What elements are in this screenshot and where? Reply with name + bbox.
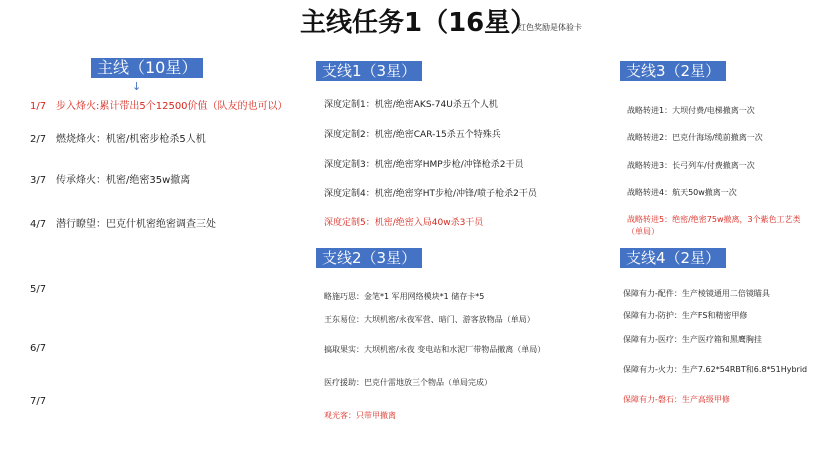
branch1-item: 深度定制1：机密/绝密AKS-74U杀五个人机 — [324, 100, 498, 110]
branch3-item: （单局） — [627, 227, 659, 236]
title-note: 红色奖励是体验卡 — [518, 23, 582, 32]
branch4-item: 保障有力-防护：生产FS和精密甲修 — [623, 311, 748, 320]
main-item-num: 5/7 — [30, 284, 47, 295]
main-item-num: 7/7 — [30, 396, 47, 407]
main-item-3 — [30, 171, 190, 186]
main-item-text: 潜行瞭望：巴克什机密绝密调查三处 — [56, 219, 216, 230]
main-item-7 — [30, 396, 56, 407]
main-item-num: 1/7 — [30, 101, 47, 112]
main-header: 主线（10星） — [91, 58, 203, 78]
main-item-5 — [30, 284, 56, 295]
branch3-item: 战略转进2：巴克什海场/缆前撤离一次 — [627, 133, 763, 142]
branch1-item: 深度定制2：机密/绝密CAR-15杀五个特殊兵 — [324, 130, 501, 140]
main-item-num: 6/7 — [30, 343, 47, 354]
main-item-num: 4/7 — [30, 219, 47, 230]
arrow-down-icon: ↓ — [132, 80, 142, 93]
branch4-item: 保障有力-配件：生产棱镜通用二倍镜瞄具 — [623, 289, 770, 298]
branch2-item: 略施巧思：金笔*1 军用网络模块*1 储存卡*5 — [324, 292, 485, 301]
branch4-header: 支线4（2星） — [620, 248, 726, 268]
branch2-item: 搞取果实：大坝机密/永夜 变电站和水泥厂带物品撤离（单局） — [324, 345, 546, 354]
branch1-item: 深度定制3：机密/绝密穿HMP步枪/冲锋枪杀2干员 — [324, 160, 524, 170]
page-title: 主线任务1（16星） — [300, 8, 537, 38]
main-item-text: 步入烽火:累计带出5个12500价值（队友的也可以） — [56, 101, 288, 112]
branch4-item: 保障有力-磐石：生产高级甲修 — [623, 395, 730, 404]
main-item-4 — [30, 215, 216, 230]
main-item-2 — [30, 130, 206, 145]
branch4-item: 保障有力-医疗：生产医疗箱和黑鹰胸挂 — [623, 335, 762, 344]
main-item-1 — [30, 97, 288, 112]
main-item-num: 3/7 — [30, 175, 47, 186]
branch1-item: 深度定制4：机密/绝密穿HT步枪/冲锋/喷子枪杀2干员 — [324, 189, 537, 199]
branch2-header: 支线2（3星） — [316, 248, 422, 268]
branch3-item: 战略转进1：大坝付费/电梯撤离一次 — [627, 106, 755, 115]
branch2-item: 医疗援助：巴克什雷地放三个物品（单局完成） — [324, 378, 492, 387]
branch3-item: 战略转进4：航天50w撤离一次 — [627, 188, 737, 197]
branch4-item: 保障有力-火力：生产7.62*54RBT和6.8*51Hybrid — [623, 365, 808, 374]
main-item-text: 传承烽火：机密/绝密35w撤离 — [56, 175, 191, 186]
branch3-item: 战略转进5：绝密/绝密75w撤离，3个紫色工艺类 — [627, 215, 801, 224]
branch2-item: 观光客：只带甲撤离 — [324, 411, 396, 420]
main-item-text: 燃烧烽火：机密/机密步枪杀5人机 — [56, 134, 206, 145]
branch2-item: 王东易位：大坝机密/永夜军营、暗门、游客放物品（单局） — [324, 315, 535, 324]
branch3-header: 支线3（2星） — [620, 61, 726, 81]
branch1-header: 支线1（3星） — [316, 61, 422, 81]
main-item-6 — [30, 343, 56, 354]
branch1-item: 深度定制5：机密/绝密入局40w杀3干员 — [324, 218, 484, 228]
main-item-num: 2/7 — [30, 134, 47, 145]
branch3-item: 战略转进3：长弓列车/付费撤离一次 — [627, 161, 755, 170]
